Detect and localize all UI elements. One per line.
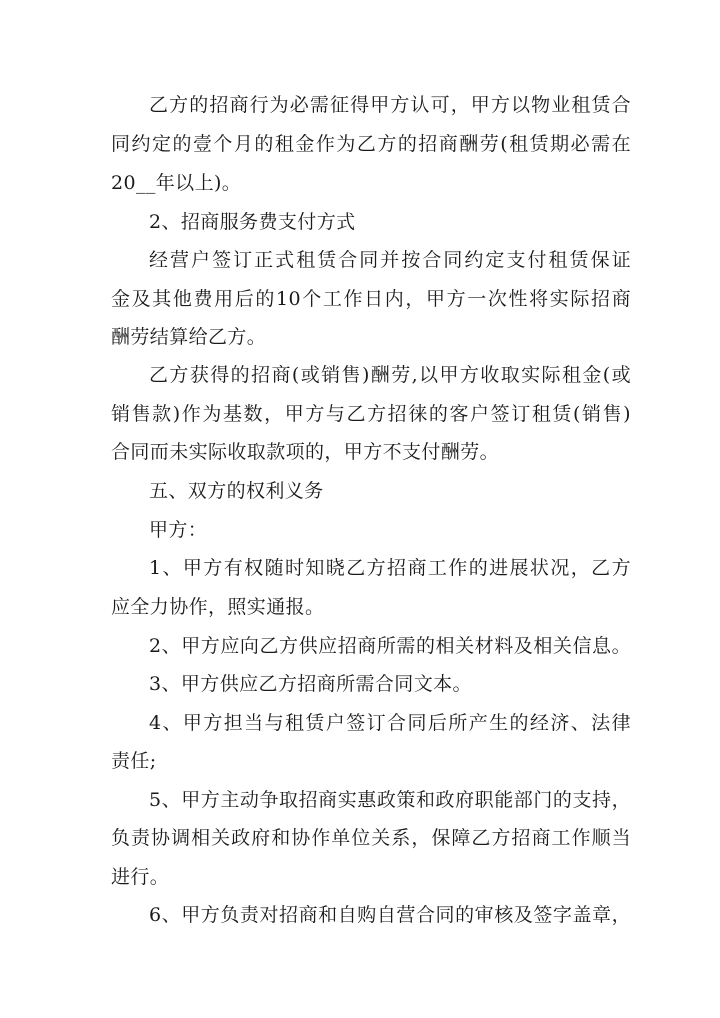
list-item-line: 进行。	[111, 866, 170, 888]
paragraph-line: 同约定的壹个月的租金作为乙方的招商酬劳(租赁期必需在	[111, 133, 631, 155]
section-heading: 2、招商服务费支付方式	[149, 211, 356, 233]
list-item-line: 1、甲方有权随时知晓乙方招商工作的进展状况，乙方	[149, 557, 631, 579]
paragraph-line: 销售款)作为基数，甲方与乙方招徕的客户签订租赁(销售)	[111, 403, 631, 425]
list-item-line: 5、甲方主动争取招商实惠政策和政府职能部门的支持，	[149, 789, 631, 811]
paragraph-line: 乙方的招商行为必需征得甲方认可，甲方以物业租赁合	[149, 94, 631, 116]
section-heading: 五、双方的权利义务	[149, 480, 324, 502]
list-item-line: 负责协调相关政府和协作单位关系，保障乙方招商工作顺当	[111, 827, 631, 849]
list-item-line: 6、甲方负责对招商和自购自营合同的审核及签字盖章，	[149, 904, 631, 926]
paragraph-line: 20__年以上)。	[111, 172, 242, 194]
party-label: 甲方：	[149, 519, 208, 541]
paragraph-line: 经营户签订正式租赁合同并按合同约定支付租赁保证	[149, 249, 631, 271]
paragraph-line: 合同而未实际收取款项的，甲方不支付酬劳。	[111, 441, 500, 463]
list-item-line: 应全力协作，照实通报。	[111, 596, 325, 618]
paragraph-line: 金及其他费用后的10个工作日内，甲方一次性将实际招商	[111, 288, 631, 310]
paragraph-line: 酬劳结算给乙方。	[111, 326, 267, 348]
paragraph-line: 乙方获得的招商(或销售)酬劳,以甲方收取实际租金(或	[149, 364, 631, 386]
list-item-line: 3、甲方供应乙方招商所需合同文本。	[149, 673, 472, 695]
list-item-line: 2、甲方应向乙方供应招商所需的相关材料及相关信息。	[149, 635, 631, 657]
list-item-line: 责任;	[111, 750, 157, 772]
list-item-line: 4、甲方担当与租赁户签订合同后所产生的经济、法律	[149, 712, 631, 734]
